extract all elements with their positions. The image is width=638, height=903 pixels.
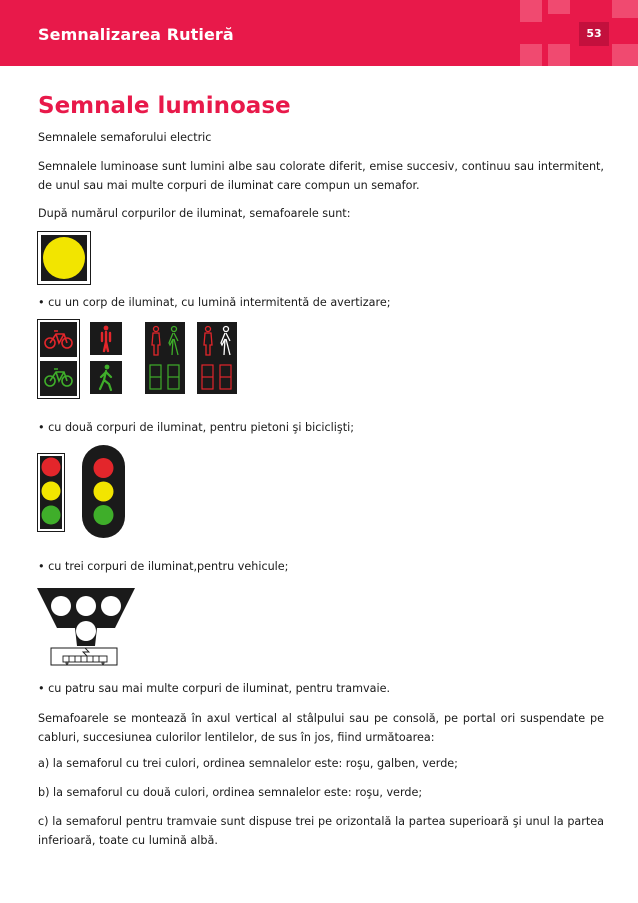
item-three-lights: • cu trei corpuri de iluminat,pentru vehicule;	[38, 560, 289, 573]
bicycle-signal	[38, 320, 80, 399]
three-light-signals	[37, 444, 132, 539]
count-intro: După numărul corpurilor de iluminat, semafoarele sunt:	[38, 207, 351, 220]
section-heading: Semnale luminoase	[38, 93, 291, 119]
page-number: 53	[579, 22, 609, 46]
single-light-signal	[37, 231, 91, 285]
pedestrian-countdown-signal	[145, 322, 185, 394]
subtitle: Semnalele semaforului electric	[38, 131, 212, 144]
order-three-colors: a) la semaforul cu trei culori, ordinea semnalelor este: roşu, galben, verde;	[38, 757, 458, 770]
pedestrian-signal	[90, 322, 122, 394]
mounting-paragraph: Semafoarele se montează în axul vertical al stâlpului sau pe consolă, pe portal ori suspendate pe cabluri, succesiunea culorilor lentilelor, de sus în jos, fiind următoarea:	[38, 712, 604, 744]
item-two-lights: • cu două corpuri de iluminat, pentru pietoni şi biciclişti;	[38, 421, 354, 434]
chapter-title: Semnalizarea Rutieră	[38, 25, 234, 44]
pedestrian-countdown-signal	[197, 322, 237, 394]
page-header	[0, 0, 638, 66]
order-two-colors: b) la semaforul cu două culori, ordinea semnalelor este: roşu, verde;	[38, 786, 423, 799]
item-one-light: • cu un corp de iluminat, cu lumină intermitentă de avertizare;	[38, 296, 391, 309]
item-tram: • cu patru sau mai multe corpuri de iluminat, pentru tramvaie.	[38, 682, 391, 695]
intro-paragraph: Semnalele luminoase sunt lumini albe sau colorate diferit, emise succesiv, continuu sau intermitent, de unul sau mai multe corpuri de iluminat care compun un semafor.	[38, 160, 604, 192]
two-light-signals	[37, 319, 247, 399]
order-tram: c) la semaforul pentru tramvaie sunt dispuse trei pe orizontală la partea superioară şi unul la partea inferioară, toate cu lumină albă.	[38, 815, 604, 847]
tram-signal	[37, 584, 141, 668]
